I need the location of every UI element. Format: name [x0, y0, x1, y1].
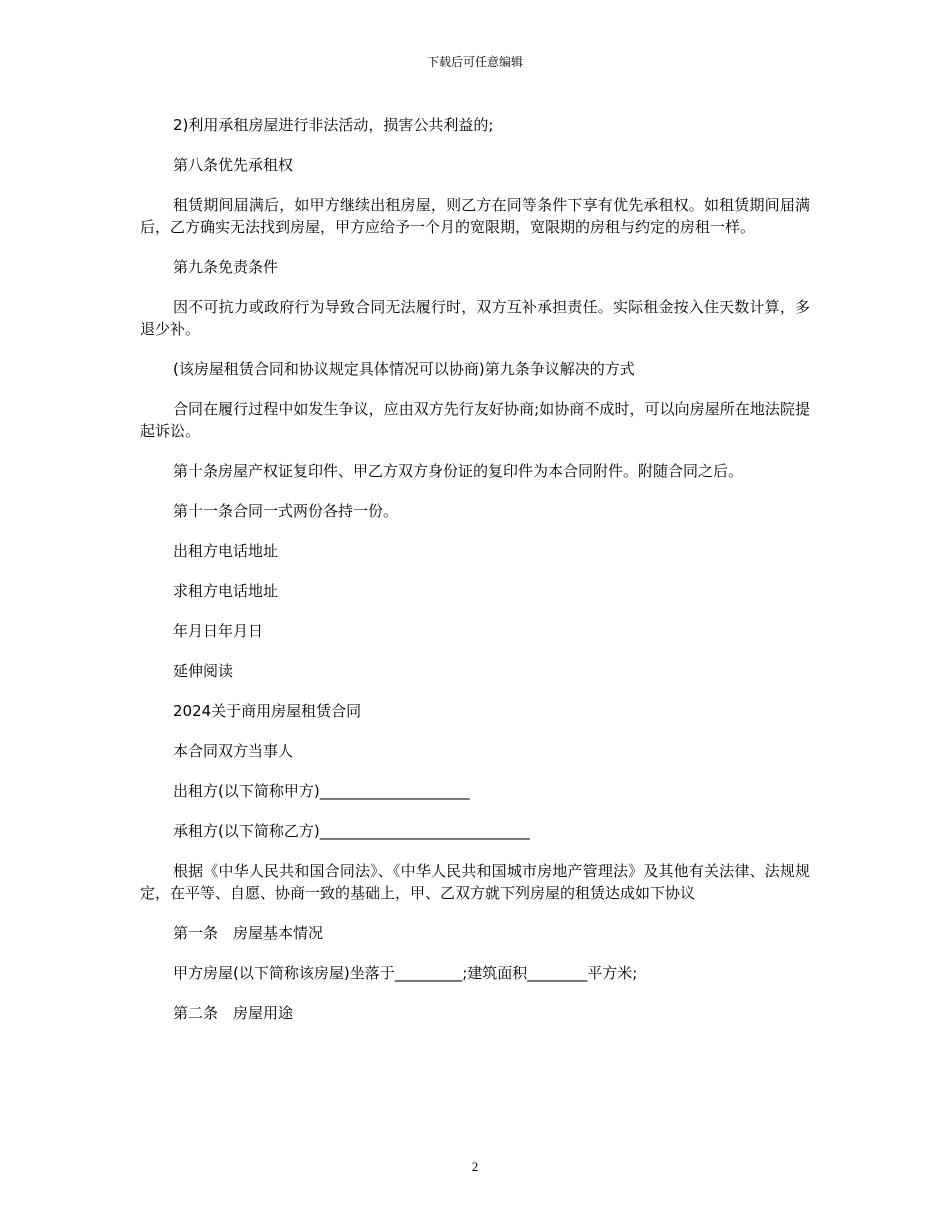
paragraph: (该房屋租赁合同和协议规定具体情况可以协商)第九条争议解决的方式	[173, 360, 635, 378]
paragraph: 年月日年月日	[173, 622, 264, 640]
paragraph: 2)利用承租房屋进行非法活动，损害公共利益的;	[173, 116, 494, 134]
document-body	[140, 114, 810, 1042]
paragraph: 求租方电话地址	[173, 582, 279, 600]
section-heading: 延伸阅读	[173, 662, 234, 680]
paragraph: 租赁期间届满后，如甲方继续出租房屋，则乙方在同等条件下享有优先承租权。如租赁期间届满后，乙方确实无法找到房屋，甲方应给予一个月的宽限期，宽限期的房租与约定的房租一样。	[140, 196, 810, 236]
section-heading: 第八条优先承租权	[173, 156, 294, 174]
section-heading: 第一条 房屋基本情况	[173, 924, 324, 942]
paragraph: 承租方(以下简称乙方)____________________________	[173, 822, 530, 840]
paragraph: 因不可抗力或政府行为导致合同无法履行时，双方互补承担责任。实际租金按入住天数计算，多退少补。	[140, 298, 810, 338]
paragraph: 第十一条合同一式两份各持一份。	[173, 502, 399, 520]
paragraph: 本合同双方当事人	[173, 742, 294, 760]
paragraph: 出租方(以下简称甲方)____________________	[173, 782, 470, 800]
paragraph: 根据《中华人民共和国合同法》、《中华人民共和国城市房地产管理法》及其他有关法律、法规规定，在平等、自愿、协商一致的基础上，甲、乙双方就下列房屋的租赁达成如下协议	[140, 862, 810, 902]
section-heading: 第二条 房屋用途	[173, 1004, 294, 1022]
paragraph: 合同在履行过程中如发生争议，应由双方先行友好协商;如协商不成时，可以向房屋所在地法院提起诉讼。	[140, 400, 810, 440]
paragraph: 出租方电话地址	[173, 542, 279, 560]
paragraph: 甲方房屋(以下简称该房屋)坐落于_________;建筑面积________平方米;	[173, 964, 638, 982]
page-header: 下载后可任意编辑	[426, 55, 523, 69]
section-heading: 2024关于商用房屋租赁合同	[173, 702, 362, 720]
paragraph: 第十条房屋产权证复印件、甲乙方双方身份证的复印件为本合同附件。附随合同之后。	[173, 462, 744, 480]
page-number: 2	[471, 1159, 479, 1174]
section-heading: 第九条免责条件	[173, 258, 279, 276]
